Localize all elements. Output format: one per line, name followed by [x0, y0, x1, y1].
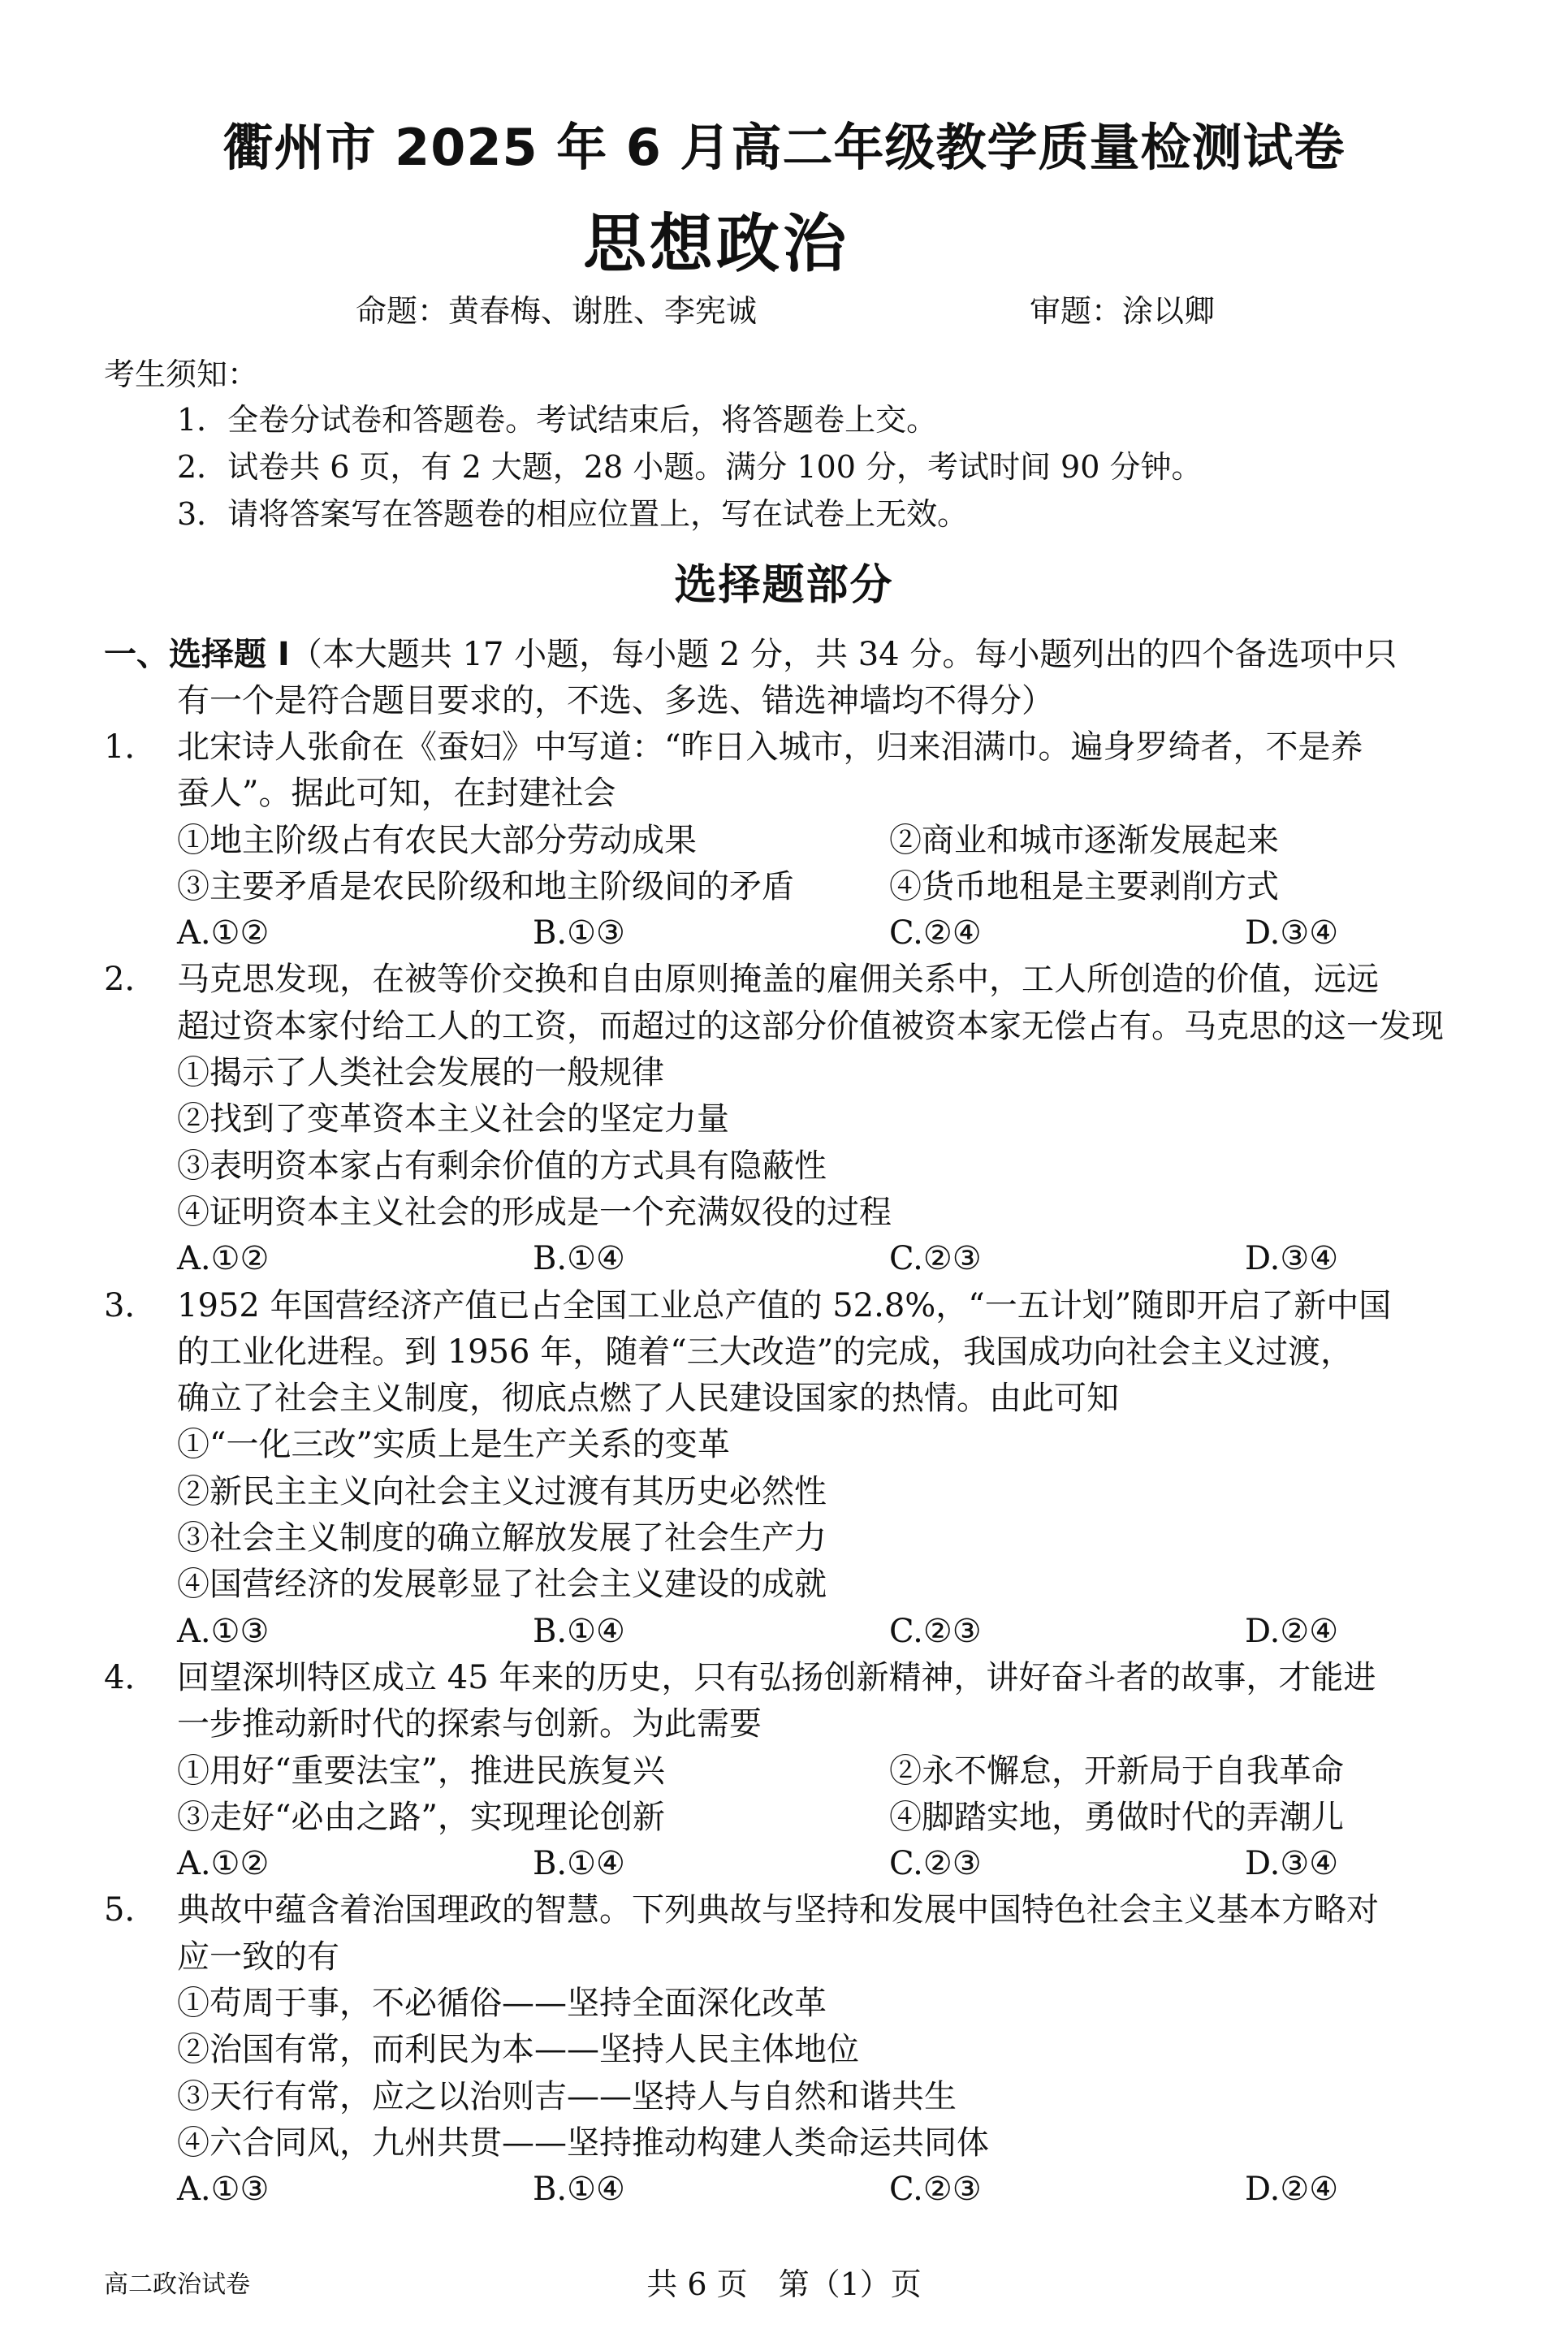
statement: ①用好“重要法宝”，推进民族复兴: [177, 1752, 665, 1790]
statement: ①“一化三改”实质上是生产关系的变革: [177, 1426, 730, 1464]
part-instructions: （本大题共 17 小题，每小题 2 分，共 34 分。每小题列出的四个备选项中只: [289, 636, 1397, 673]
question-number: 3．: [104, 1286, 158, 1324]
section-title: 选择题部分: [674, 561, 894, 610]
choice-d: D.③④: [1245, 1240, 1339, 1278]
setters: 命题：黄春梅、谢胜、李宪诚: [356, 293, 758, 329]
choice-c: C.②③: [889, 1845, 982, 1883]
question-stem: 应一致的有: [177, 1938, 339, 1976]
statement: ①地主阶级占有农民大部分劳动成果: [177, 821, 697, 859]
question-stem: 马克思发现，在被等价交换和自由原则掩盖的雇佣关系中，工人所创造的价值，远远: [177, 961, 1379, 999]
choice-d: D.②④: [1245, 1612, 1339, 1650]
question-stem: 典故中蕴含着治国理政的智慧。下列典故与坚持和发展中国特色社会主义基本方略对: [177, 1891, 1379, 1929]
choice-b: B.①④: [533, 2171, 625, 2209]
choice-row: [177, 910, 1492, 957]
question-3: [104, 1283, 1492, 1655]
choice-b: B.①④: [533, 1845, 625, 1883]
choice-d: D.③④: [1245, 1845, 1339, 1883]
choice-row: [177, 1236, 1492, 1282]
question-stem: 北宋诗人张俞在《蚕妇》中写道：“昨日入城市，归来泪满巾。遍身罗绮者，不是养: [177, 728, 1363, 766]
choice-a: A.①②: [177, 1845, 270, 1883]
statement: ③表明资本家占有剩余价值的方式具有隐蔽性: [177, 1147, 827, 1185]
notice-heading: 考生须知：: [104, 356, 259, 392]
question-1: [104, 724, 1492, 957]
statement: ②永不懈怠，开新局于自我革命: [889, 1752, 1344, 1790]
part-instructions-cont: 有一个是符合题目要求的，不选、多选、错选神墙均不得分）: [177, 682, 1054, 719]
statement: ④证明资本主义社会的形成是一个充满奴役的过程: [177, 1193, 892, 1231]
choice-a: A.①③: [177, 1612, 270, 1650]
question-stem: 的工业化进程。到 1956 年，随着“三大改造”的完成，我国成功向社会主义过渡，: [177, 1333, 1354, 1371]
choice-row: [177, 2167, 1492, 2213]
part-lead: 一、选择题 I: [104, 636, 290, 673]
choice-a: A.①③: [177, 2171, 270, 2209]
question-stem: 回望深圳特区成立 45 年来的历史，只有弘扬创新精神，讲好奋斗者的故事，才能进: [177, 1658, 1376, 1696]
part-heading: [104, 632, 1484, 724]
statement: ④货币地租是主要剥削方式: [889, 867, 1279, 905]
choice-d: D.②④: [1245, 2171, 1339, 2209]
question-number: 1．: [104, 728, 158, 766]
choice-row: [177, 1841, 1492, 1887]
question-stem: 超过资本家付给工人的工资，而超过的这部分价值被资本家无偿占有。马克思的这一发现: [177, 1007, 1444, 1045]
footer-paper-name: 高二政治试卷: [104, 2270, 250, 2299]
choice-d: D.③④: [1245, 914, 1339, 953]
choice-c: C.②③: [889, 2171, 982, 2209]
reviewer: 审题：涂以卿: [1030, 293, 1216, 329]
statement: ②新民主主义向社会主义过渡有其历史必然性: [177, 1472, 827, 1510]
statement: ①苟周于事，不必循俗——坚持全面深化改革: [177, 1985, 827, 2023]
statement: ②治国有常，而利民为本——坚持人民主体地位: [177, 2031, 859, 2069]
question-5: [104, 1887, 1492, 2213]
subject-title: 思想政治: [583, 208, 850, 281]
statement: ③走好“必由之路”，实现理论创新: [177, 1798, 665, 1836]
notice-item: 3．请将答案写在答题卷的相应位置上，写在试卷上无效。: [177, 496, 969, 532]
statement-row: [177, 818, 1492, 864]
choice-a: A.①②: [177, 1240, 270, 1278]
question-number: 4．: [104, 1658, 158, 1696]
question-stem: 蚕人”。据此可知，在封建社会: [177, 775, 616, 813]
choice-c: C.②④: [889, 914, 982, 953]
choice-b: B.①③: [533, 914, 625, 953]
questions: [104, 724, 1492, 2214]
question-number: 2．: [104, 961, 158, 999]
statement: ②找到了变革资本主义社会的坚定力量: [177, 1100, 729, 1138]
statement-row: [177, 1795, 1492, 1841]
question-stem: 1952 年国营经济产值已占全国工业总产值的 52.8%，“一五计划”随即开启了新中国: [177, 1286, 1392, 1324]
statement: ④脚踏实地，勇做时代的弄潮儿: [889, 1798, 1344, 1836]
footer-page-number: 共 6 页 第（1）页: [646, 2266, 922, 2302]
statement: ②商业和城市逐渐发展起来: [889, 821, 1279, 859]
statement-row: [177, 1748, 1492, 1795]
choice-c: C.②③: [889, 1240, 982, 1278]
choice-b: B.①④: [533, 1240, 625, 1278]
exam-title: 衢州市 2025 年 6 月高二年级教学质量检测试卷: [222, 118, 1346, 177]
question-stem: 一步推动新时代的探索与创新。为此需要: [177, 1705, 762, 1743]
choice-a: A.①②: [177, 914, 270, 953]
question-4: [104, 1655, 1492, 1887]
notice-list: [177, 396, 1202, 538]
choice-c: C.②③: [889, 1612, 982, 1650]
statement: ③主要矛盾是农民阶级和地主阶级间的矛盾: [177, 867, 794, 905]
question-stem: 确立了社会主义制度，彻底点燃了人民建设国家的热情。由此可知: [177, 1380, 1119, 1418]
statement: ④国营经济的发展彰显了社会主义建设的成就: [177, 1566, 827, 1604]
statement: ①揭示了人类社会发展的一般规律: [177, 1054, 664, 1092]
question-2: [104, 957, 1492, 1282]
question-number: 5．: [104, 1891, 158, 1929]
choice-b: B.①④: [533, 1612, 625, 1650]
statement: ④六合同风，九州共贯——坚持推动构建人类命运共同体: [177, 2123, 989, 2162]
statement: ③天行有常，应之以治则吉——坚持人与自然和谐共生: [177, 2077, 957, 2115]
statement-row: [177, 864, 1492, 910]
choice-row: [177, 1609, 1492, 1655]
statement: ③社会主义制度的确立解放发展了社会生产力: [177, 1519, 827, 1557]
notice-item: 1．全卷分试卷和答题卷。考试结束后，将答题卷上交。: [177, 402, 938, 438]
notice-item: 2．试卷共 6 页，有 2 大题，28 小题。满分 100 分，考试时间 90 分钟。: [177, 449, 1203, 485]
